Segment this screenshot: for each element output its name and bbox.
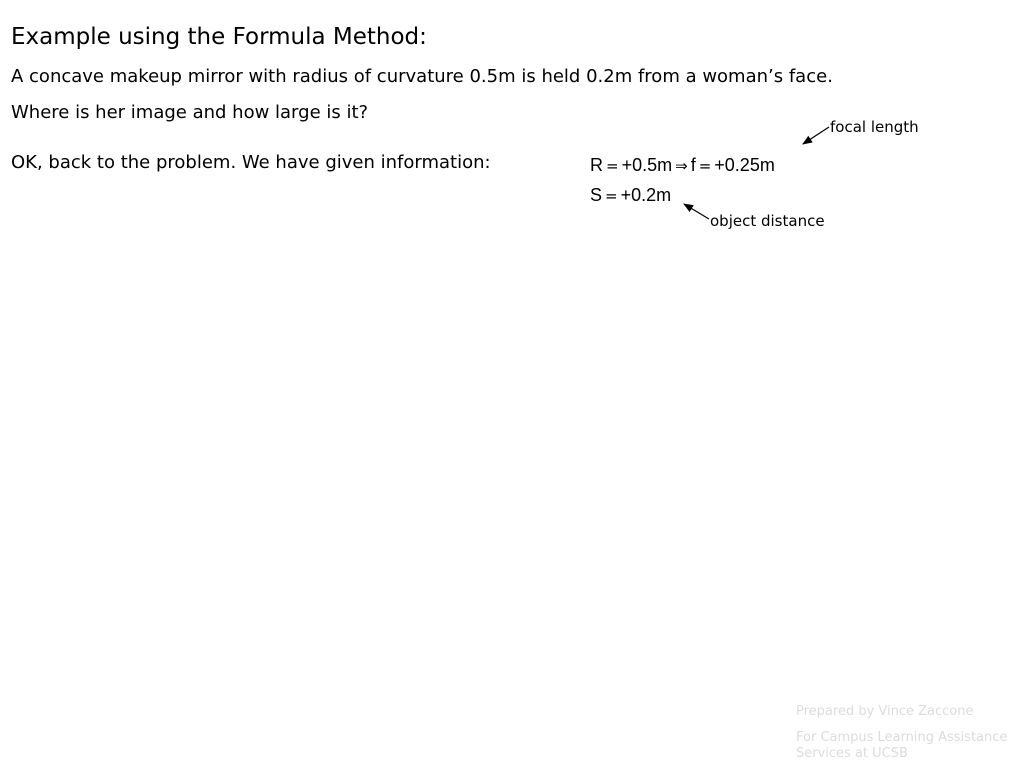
- focal-value: +0.25m: [714, 155, 775, 175]
- footer-author: Prepared by Vince Zaccone: [796, 704, 974, 719]
- given-intro: OK, back to the problem. We have given information:: [11, 152, 491, 173]
- object-distance-value: +0.2m: [620, 185, 672, 205]
- implies-arrow: ⇒: [675, 157, 688, 175]
- object-distance-arrow-icon: [684, 204, 709, 219]
- focal-length-label: focal length: [830, 118, 919, 136]
- problem-question: Where is her image and how large is it?: [11, 102, 369, 123]
- slide-title: Example using the Formula Method:: [11, 24, 427, 50]
- object-distance-variable: S: [590, 185, 603, 205]
- problem-statement: A concave makeup mirror with radius of curvature 0.5m is held 0.2m from a woman’s face.: [11, 66, 833, 87]
- radius-variable: R: [590, 155, 603, 175]
- radius-value: +0.5m: [621, 155, 673, 175]
- focal-variable: f: [690, 155, 696, 175]
- footer-organization: For Campus Learning Assistance Services at UCSB: [796, 730, 1008, 761]
- equals-sign: =: [698, 157, 712, 175]
- equals-sign: =: [606, 157, 619, 175]
- equals-sign: =: [605, 187, 618, 205]
- equation-radius-focal: [590, 155, 775, 176]
- equation-object-distance: [590, 185, 671, 206]
- focal-length-arrow-icon: [803, 127, 829, 144]
- object-distance-label: object distance: [710, 212, 825, 230]
